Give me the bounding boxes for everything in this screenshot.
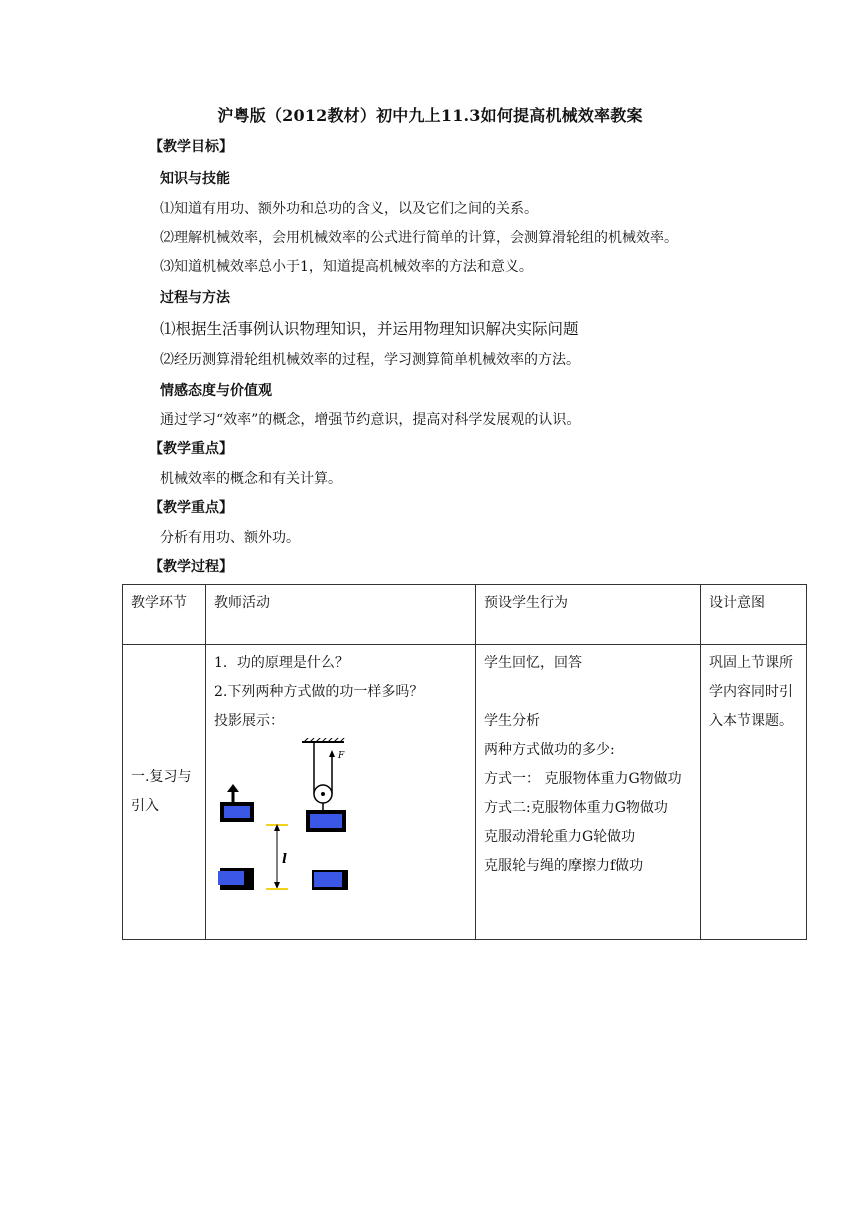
student-line-6: 方式二:克服物体重力G物做功 [484, 800, 668, 816]
knowledge-item-1: ⑴知道有用功、额外功和总功的含义，以及它们之间的关系。 [160, 201, 538, 217]
knowledge-item-3: ⑶知道机械效率总小于1，知道提高机械效率的方法和意义。 [160, 259, 533, 275]
header-teacher: 教师活动 [206, 585, 476, 645]
cell-teacher [206, 645, 476, 940]
table-row [123, 645, 807, 940]
process-item-1: ⑴根据生活事例认识物理知识，并运用物理知识解决实际问题 [160, 320, 579, 338]
force-label: F [338, 751, 345, 761]
pulley-comparison-figure [214, 738, 364, 916]
cell-stage: 一.复习与引入 [123, 645, 206, 940]
header-student: 预设学生行为 [476, 585, 701, 645]
teacher-line-3: 投影展示： [214, 713, 284, 729]
knowledge-item-2: ⑵理解机械效率，会用机械效率的公式进行简单的计算，会测算滑轮组的机械效率。 [160, 230, 678, 246]
cell-student [476, 645, 701, 940]
process-item-2: ⑵经历测算滑轮组机械效率的过程，学习测算简单机械效率的方法。 [160, 352, 580, 368]
up-arrow-icon [227, 784, 239, 792]
student-line-2 [484, 678, 692, 707]
student-line-8: 克服轮与绳的摩擦力f做功 [484, 858, 644, 874]
student-line-7: 克服动滑轮重力G轮做功 [484, 829, 636, 845]
section-teaching-process: 【教学过程】 [149, 559, 233, 575]
student-line-1: 学生回忆，回答 [484, 655, 582, 671]
section-objectives: 【教学目标】 [149, 139, 233, 155]
key-points-text: 机械效率的概念和有关计算。 [160, 471, 342, 487]
section-key-points: 【教学重点】 [149, 441, 233, 457]
table-header-row [123, 585, 807, 645]
key-points-2-text: 分析有用功、额外功。 [160, 530, 300, 546]
student-line-3: 学生分析 [484, 713, 540, 729]
student-line-5: 方式一： 克服物体重力G物做功 [484, 771, 682, 787]
teaching-process-table [122, 584, 807, 940]
subheading-process: 过程与方法 [160, 290, 230, 306]
document-title: 沪粤版（2012教材）初中九上11.3如何提高机械效率教案 [217, 106, 643, 125]
subheading-emotion: 情感态度与价值观 [160, 383, 272, 399]
header-stage: 教学环节 [123, 585, 206, 645]
teacher-line-1: 1．功的原理是什么？ [214, 655, 349, 671]
height-label: l [282, 852, 287, 867]
teacher-line-2: 2.下列两种方式做的功一样多吗？ [214, 684, 424, 700]
subheading-knowledge: 知识与技能 [160, 171, 230, 187]
section-key-points-2: 【教学重点】 [149, 500, 233, 516]
emotion-item-1: 通过学习“效率”的概念，增强节约意识，提高对科学发展观的认识。 [160, 412, 581, 428]
header-intent: 设计意图 [701, 585, 807, 645]
cell-intent: 巩固上节课所学内容同时引入本节课题。 [701, 645, 807, 940]
student-line-4: 两种方式做功的多少: [484, 742, 615, 758]
